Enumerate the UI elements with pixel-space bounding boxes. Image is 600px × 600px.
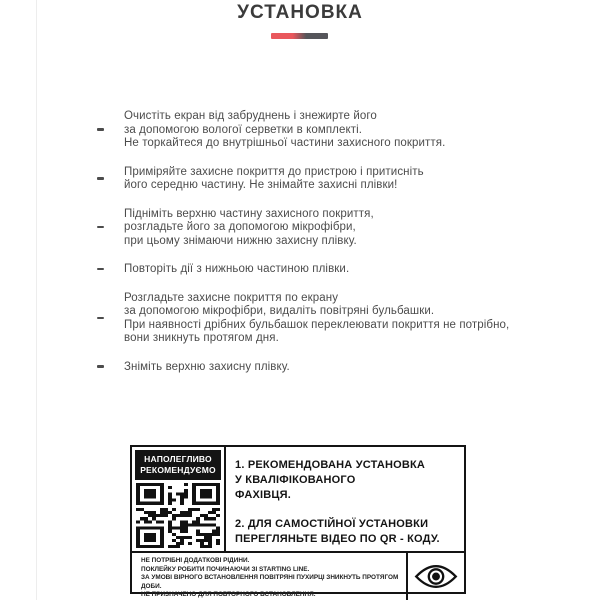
instruction-text — [124, 263, 509, 277]
text-line: НЕ ПРИЗНАЧЕНО ДЛЯ ПОВТОРНОГО ВСТАНОВЛЕННЯ. — [141, 591, 316, 599]
recommendation-top-row — [132, 447, 464, 551]
dash-bullet-icon — [97, 226, 104, 229]
text-line: РЕКОМЕНДУЄМО — [140, 464, 216, 475]
instruction-text — [124, 292, 509, 346]
text-line: Розгладьте захисне покриття по екрану — [124, 291, 339, 304]
instruction-text — [124, 208, 509, 249]
instruction-text — [124, 166, 509, 193]
text-line: Приміряйте захисне покриття до пристрою і притисніть — [124, 165, 424, 178]
text-line: 2. ДЛЯ САМОСТІЙНОЇ УСТАНОВКИ — [235, 518, 429, 530]
dash-bullet-icon — [97, 177, 104, 180]
recommendation-text — [226, 447, 464, 551]
text-line: його середню частину. Не знімайте захисні плівки! — [124, 179, 398, 191]
text-line: Очистіть екран від забруднень і знежирте його — [124, 110, 377, 122]
instruction-item — [124, 292, 509, 346]
text-line: Підніміть верхню частину захисного покриття, — [124, 207, 374, 220]
instruction-text — [124, 110, 509, 151]
page-edge-line — [36, 0, 37, 600]
eye-cell — [406, 553, 464, 600]
instruction-text — [124, 361, 509, 375]
instruction-item — [124, 110, 509, 151]
text-line: При наявності дрібних бульбашок переклеювати покриття не потрібно, — [124, 318, 510, 331]
recommendation-left-cell — [132, 447, 226, 551]
page-title: УСТАНОВКА — [237, 2, 363, 23]
text-line: за допомогою мікрофібри, видаліть повітряні бульбашки. — [124, 305, 435, 317]
strongly-recommend-label — [135, 450, 221, 480]
text-line: 1. РЕКОМЕНДОВАНА УСТАНОВКА — [235, 459, 426, 471]
dash-bullet-icon — [97, 268, 104, 271]
text-line: ПЕРЕГЛЯНЬТЕ ВІДЕО ПО QR - КОДУ. — [235, 533, 440, 545]
text-line: НАПОЛЕГЛИВО — [144, 454, 212, 465]
dash-bullet-icon — [97, 317, 104, 320]
text-line: У КВАЛІФІКОВАНОГО — [235, 474, 356, 486]
instruction-item — [124, 263, 509, 277]
instruction-item — [124, 166, 509, 193]
fine-print — [132, 553, 406, 600]
text-line: ЗА УМОВІ ВІРНОГО ВСТАНОВЛЕННЯ ПОВІТРЯНІ ПУХИРЦІ ЗНИКНУТЬ ПРОТЯГОМ ДОБИ. — [141, 574, 399, 590]
text-line: ПОКЛЕЙКУ РОБИТИ ПОЧИНАЮЧИ ЗІ STARTING LINE. — [141, 565, 310, 573]
instruction-item — [124, 361, 509, 375]
text-line: розгладьте його за допомогою мікрофібри, — [124, 221, 356, 233]
text-line: за допомогою вологої серветки в комплекті. — [124, 123, 363, 136]
text-line: ФАХІВЦЯ. — [235, 489, 291, 501]
recommendation-bottom-row — [132, 551, 464, 600]
recommendation-item — [235, 458, 458, 503]
title-divider-bar — [271, 33, 328, 39]
eye-icon — [414, 563, 458, 590]
text-line: Не торкайтеся до внутрішньої частини захисного покриття. — [124, 137, 446, 149]
dash-bullet-icon — [97, 365, 104, 368]
instruction-item — [124, 208, 509, 249]
recommendation-item — [235, 517, 458, 547]
text-line: НЕ ПОТРІБНІ ДОДАТКОВІ РІДИНИ. — [141, 557, 250, 564]
recommendation-box — [130, 445, 466, 599]
dash-bullet-icon — [97, 128, 104, 131]
qr-code-icon — [136, 483, 220, 548]
text-line: Зніміть верхню захисну плівку. — [124, 360, 290, 373]
text-line: вони зникнуть протягом дня. — [124, 332, 279, 344]
instruction-list — [124, 110, 509, 374]
text-line: Повторіть дії з нижньою частиною плівки. — [124, 263, 350, 275]
text-line: при цьому знімаючи нижню захисну плівку. — [124, 234, 357, 247]
